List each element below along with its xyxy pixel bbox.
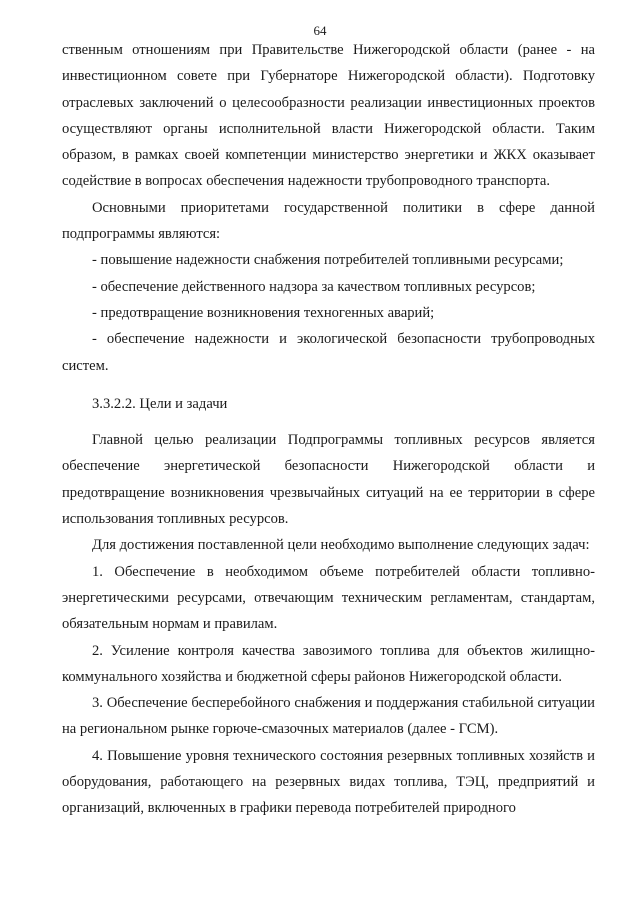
list-item-priority: - обеспечение надежности и экологической безопасности трубопроводных систем. [62,331,595,374]
paragraph-priorities-intro: Основными приоритетами государственной политики в сфере данной подпрограммы являются: [62,199,595,243]
task-item: 1. Обеспечение в необходимом объеме потребителей области топливно-энергетическими ресурсами, отвечающим техническим регламентам, стандартам, обязательным нормам и правилам. [62,563,595,633]
list-item-priority: - обеспечение действенного надзора за качеством топливных ресурсов; [92,278,536,295]
page-number: 64 [313,23,327,38]
task-item: 3. Обеспечение бесперебойного снабжения и поддержания стабильной ситуации на региональном рынке горюче-смазочных материалов (далее - ГСМ). [62,695,595,738]
list-item-priority: - повышение надежности снабжения потребителей топливными ресурсами; [92,252,564,269]
paragraph-continuation: ственным отношениям при Правительстве Нижегородской области (ранее - на инвестиционном совете при Губернаторе Нижегородской области). Подготовку отраслевых заключений о целесообразности реализации инвестиционных проектов осуществляют органы исполнительной власти Нижегородской области. Таким образом, в рамках своей компетенции министерство энергетики и ЖКХ оказывает содействие в вопросах обеспечения надежности трубопроводного транспорта. [62,42,595,190]
document-body [62,37,595,822]
section-heading: 3.3.2.2. Цели и задачи [92,395,228,412]
task-item: 4. Повышение уровня технического состояния резервных топливных хозяйств и оборудования, работающего на резервных видах топлива, ТЭЦ, предприятий и организаций, включенных в графики перевода потребителей природного [62,747,595,817]
paragraph-main-goal: Главной целью реализации Подпрограммы топливных ресурсов является обеспечение энергетической безопасности Нижегородской области и предотвращение возникновения чрезвычайных ситуаций на ее территории в сфере использования топливных ресурсов. [62,432,595,528]
list-item-priority: - предотвращение возникновения техногенных аварий; [92,304,435,321]
task-item: 2. Усиление контроля качества завозимого топлива для объектов жилищно-коммунального хозяйства и бюджетной сферы районов Нижегородской области. [62,642,595,685]
paragraph-tasks-intro: Для достижения поставленной цели необходимо выполнение следующих задач: [92,537,590,554]
